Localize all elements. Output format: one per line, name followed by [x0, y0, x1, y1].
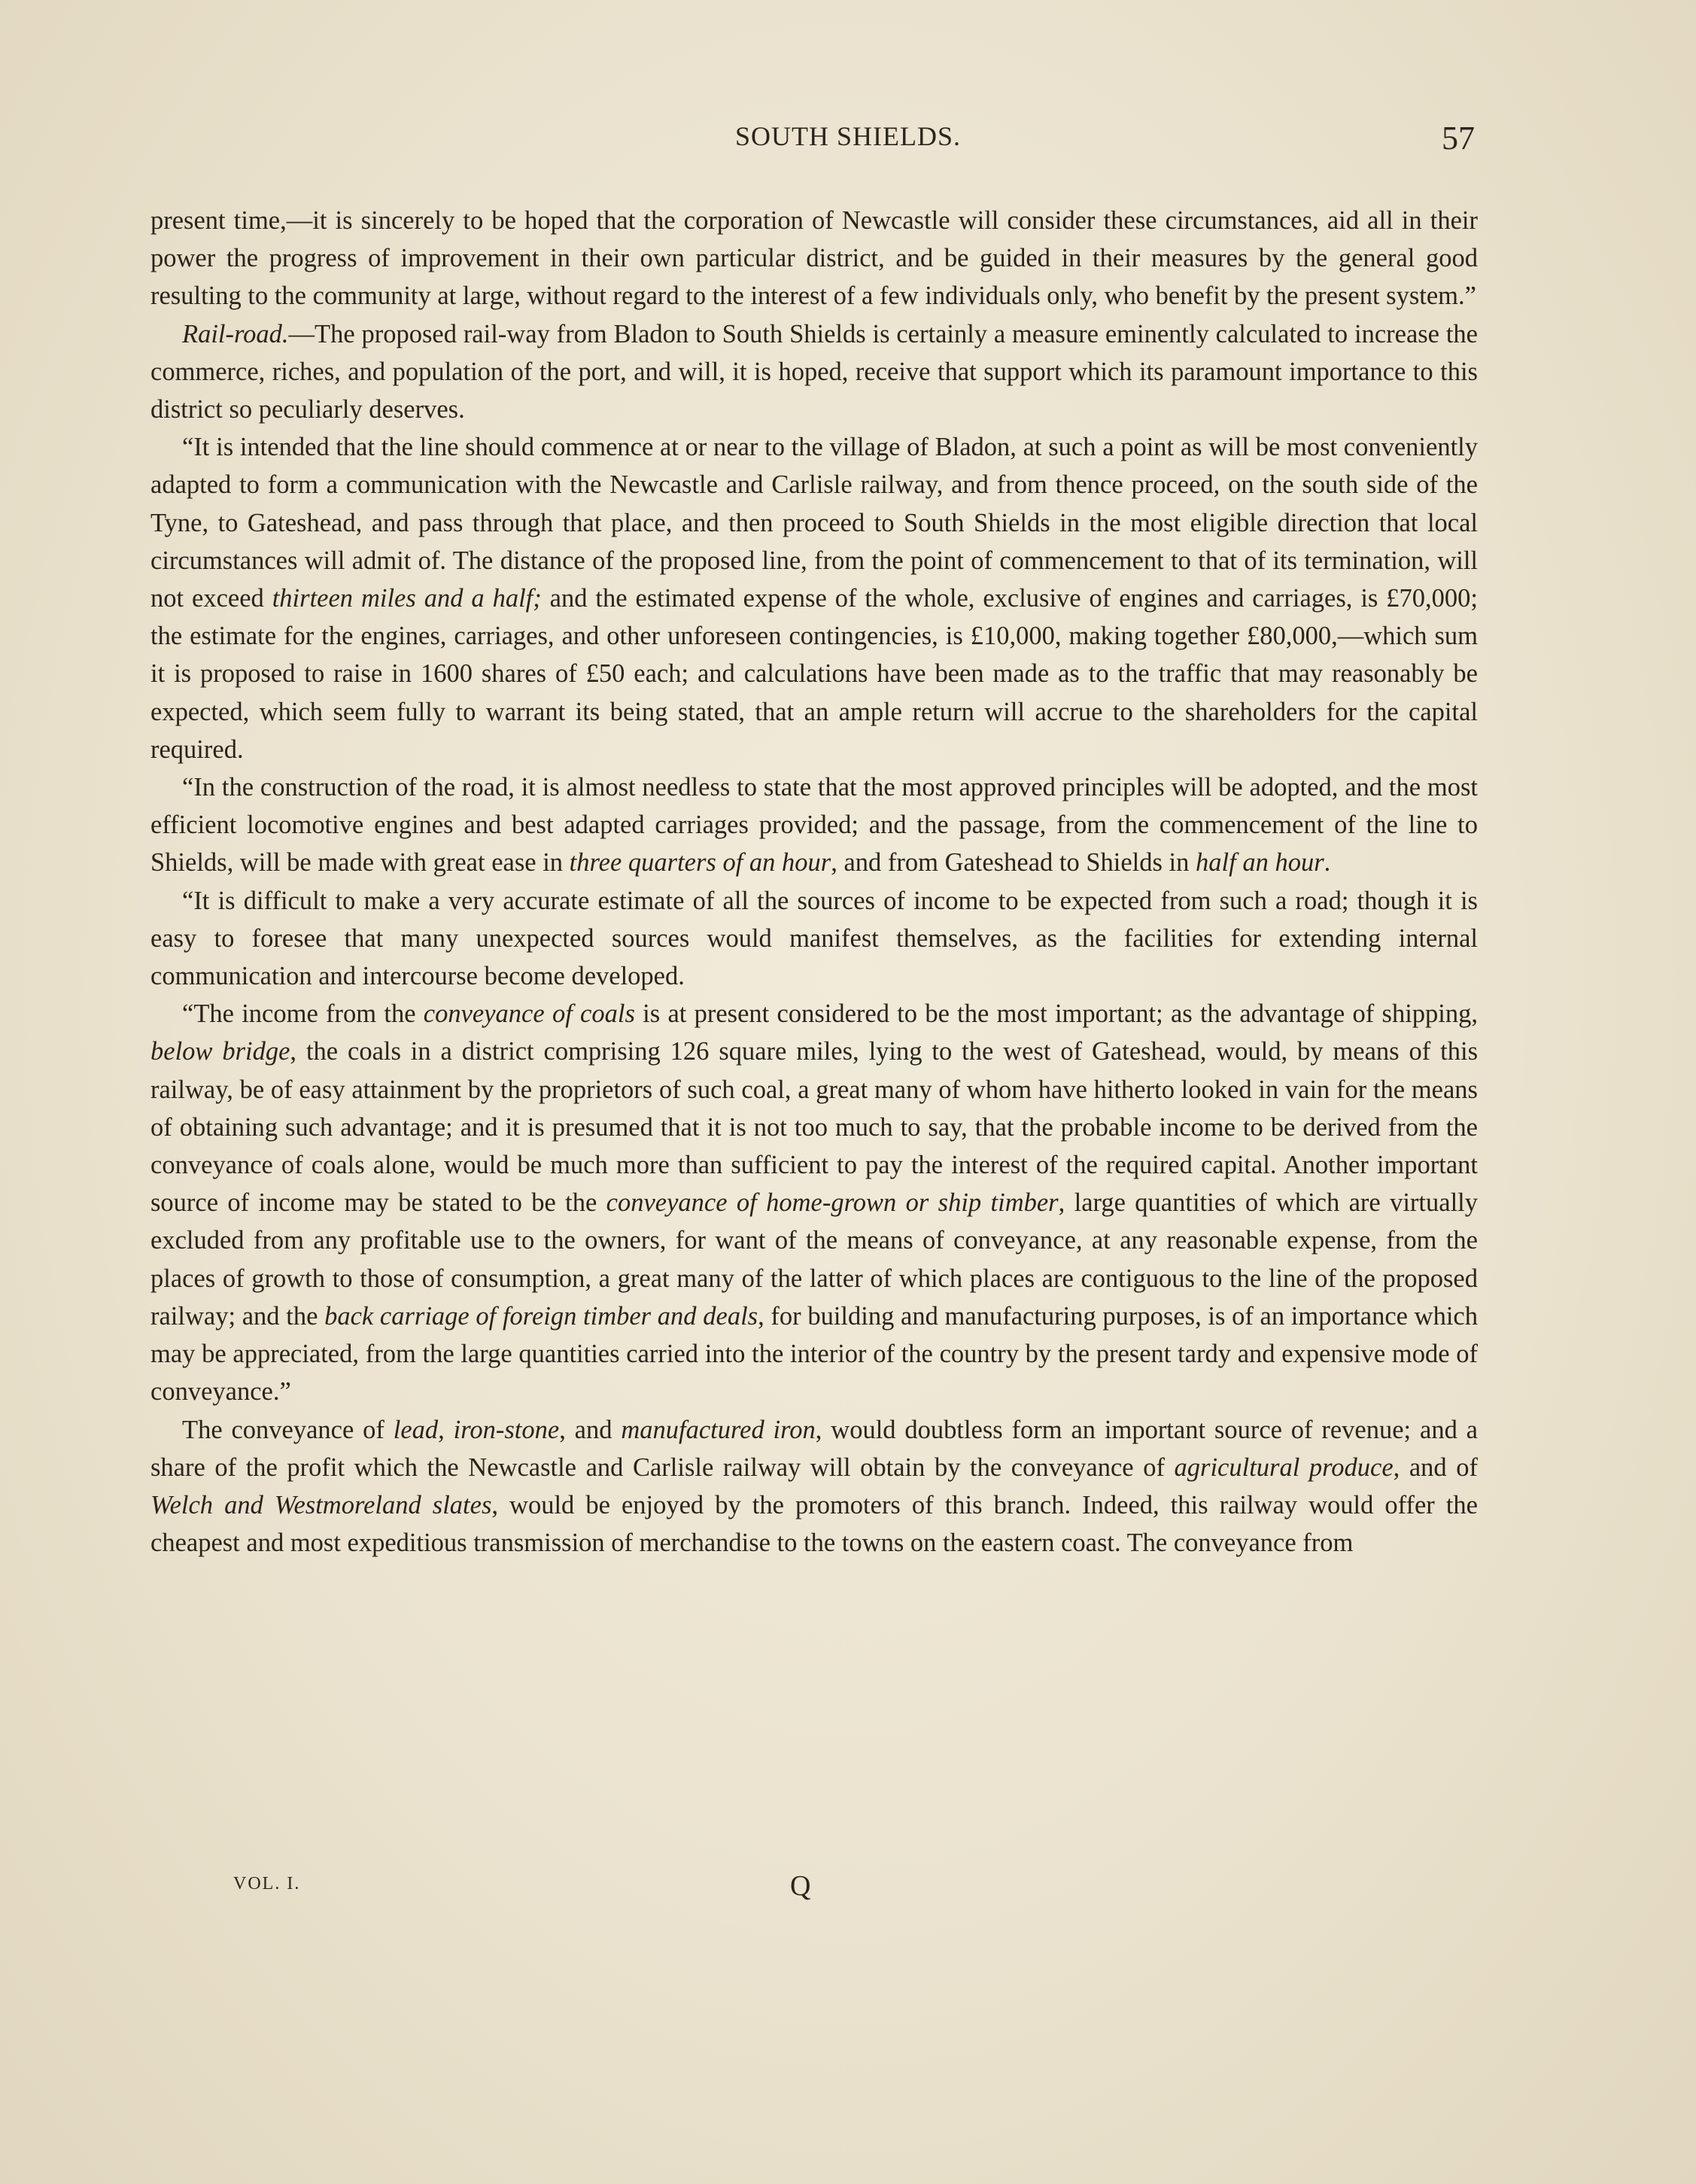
text-segment: “In the construction of the road, it is almost needless to state that the most approved principles will be adopted, and the most efficient locomotive engines and best adapted carriages provided; and the passage, from the commencement of the line to Shields, will be made with great ease in	[150, 773, 1478, 878]
text-segment: , would be enjoyed by the promoters of this branch. Indeed, this railway would offer the cheapest and most expeditious transmission of merchandise to the towns on the eastern coast. The conveyance from	[150, 1490, 1478, 1558]
page-footer	[0, 1869, 1696, 1907]
text-segment: , and	[559, 1415, 622, 1444]
running-title: SOUTH SHIELDS.	[734, 121, 961, 151]
paragraph-7	[150, 1411, 1478, 1562]
text-segment: —The proposed rail-way from Bladon to South Shields is certainly a measure eminently calculated to increase the commerce, riches, and population of the port, and will, it is hoped, receive that support which its paramount importance to this district so peculiarly deserves.	[150, 319, 1478, 424]
italic-segment: Welch and Westmoreland slates	[150, 1490, 492, 1519]
section-heading-rail-road: Rail-road.	[182, 319, 289, 348]
italic-segment: manufactured iron	[621, 1415, 816, 1444]
text-segment: , and of	[1393, 1452, 1479, 1482]
paragraph-4	[150, 768, 1478, 882]
paragraph-5	[150, 882, 1478, 996]
volume-label: VOL. I.	[233, 1874, 301, 1894]
italic-segment: conveyance of coals	[423, 999, 635, 1029]
page-header	[0, 120, 1696, 166]
paragraph-6	[150, 995, 1478, 1410]
text-segment: The conveyance of	[182, 1415, 394, 1444]
paragraph-rail-road	[150, 315, 1478, 429]
signature-mark: Q	[790, 1870, 811, 1902]
body-text	[150, 202, 1478, 1562]
text-segment: , would doubtless form an important source of revenue; and a share of the profit which the Newcastle and Carlisle railway will obtain by the conveyance of	[150, 1415, 1478, 1482]
text-segment: “It is intended that the line should commence at or near to the village of Bladon, at such a point as will be most conveniently adapted to form a communication with the Newcastle and Carlisle railway, and from thence proceed, on the south side of the Tyne, to Gateshead, and pass through that place, and then proceed to South Shields in the most eligible direction that local circumstances will admit of. The distance of the proposed line, from the point of commencement to that of its termination, will not exceed	[150, 433, 1478, 613]
text-segment: .	[1324, 848, 1331, 878]
paragraph-3	[150, 428, 1478, 768]
text-segment: “It is difficult to make a very accurate estimate of all the sources of income to be expected from such a road; though it is easy to foresee that many unexpected sources would manifest themselves, as the facilities for extending internal communication and intercourse become developed.	[150, 886, 1478, 991]
text-segment: , for building and manufacturing purposes, is of an importance which may be appreciated, from the large quantities carried into the interior of the country by the present tardy and expensive mode of conveyance.”	[150, 1301, 1478, 1407]
text-segment: is at present considered to be the most important; as the advantage of shipping,	[634, 999, 1478, 1029]
text-segment: present time,—it is sincerely to be hoped that the corporation of Newcastle will consider these circumstances, aid all in their power the progress of improvement in their own particular district, and be guided in their measures by the general good resulting to the community at large, without regard to the interest of a few individuals only, who benefit by the present system.”	[150, 206, 1478, 311]
italic-segment: below bridge	[150, 1037, 290, 1066]
text-segment: , and from Gateshead to Shields in	[831, 848, 1196, 878]
italic-segment: lead, iron-stone	[393, 1415, 560, 1444]
paragraph-1	[150, 202, 1478, 315]
italic-segment: three quarters of an hour	[569, 848, 831, 878]
italic-segment: half an hour	[1196, 848, 1324, 878]
text-segment: , large quantities of which are virtually excluded from any profitable use to the owners, for want of the means of conveyance, at any reasonable expense, from the places of growth to those of consumption, a great many of the latter of which places are contiguous to the line of the proposed railway; and the	[150, 1188, 1478, 1331]
italic-segment: back carriage of foreign timber and deals	[324, 1301, 758, 1331]
italic-segment: thirteen miles and a half;	[272, 584, 542, 613]
text-segment: “The income from the	[182, 999, 424, 1029]
italic-segment: conveyance of home-grown or ship timber	[606, 1188, 1059, 1218]
italic-segment: agricultural produce	[1174, 1452, 1394, 1482]
page-number: 57	[1442, 120, 1475, 157]
text-segment: and the estimated expense of the whole, exclusive of engines and carriages, is £70,000; the estimate for the engines, carriages, and other unforeseen contingencies, is £10,000, making together £80,000,—which sum it is proposed to raise in 1600 shares of £50 each; and calculations have been made as to the traffic that may reasonably be expected, which seem fully to warrant its being stated, that an ample return will accrue to the shareholders for the capital required.	[150, 584, 1478, 764]
text-segment: , the coals in a district comprising 126 square miles, lying to the west of Gateshead, would, by means of this railway, be of easy attainment by the proprietors of such coal, a great many of whom have hitherto looked in vain for the means of obtaining such advantage; and it is presumed that it is not too much to say, that the probable income to be derived from the conveyance of coals alone, would be much more than sufficient to pay the interest of the required capital. Another important source of income may be stated to be the	[150, 1037, 1478, 1218]
